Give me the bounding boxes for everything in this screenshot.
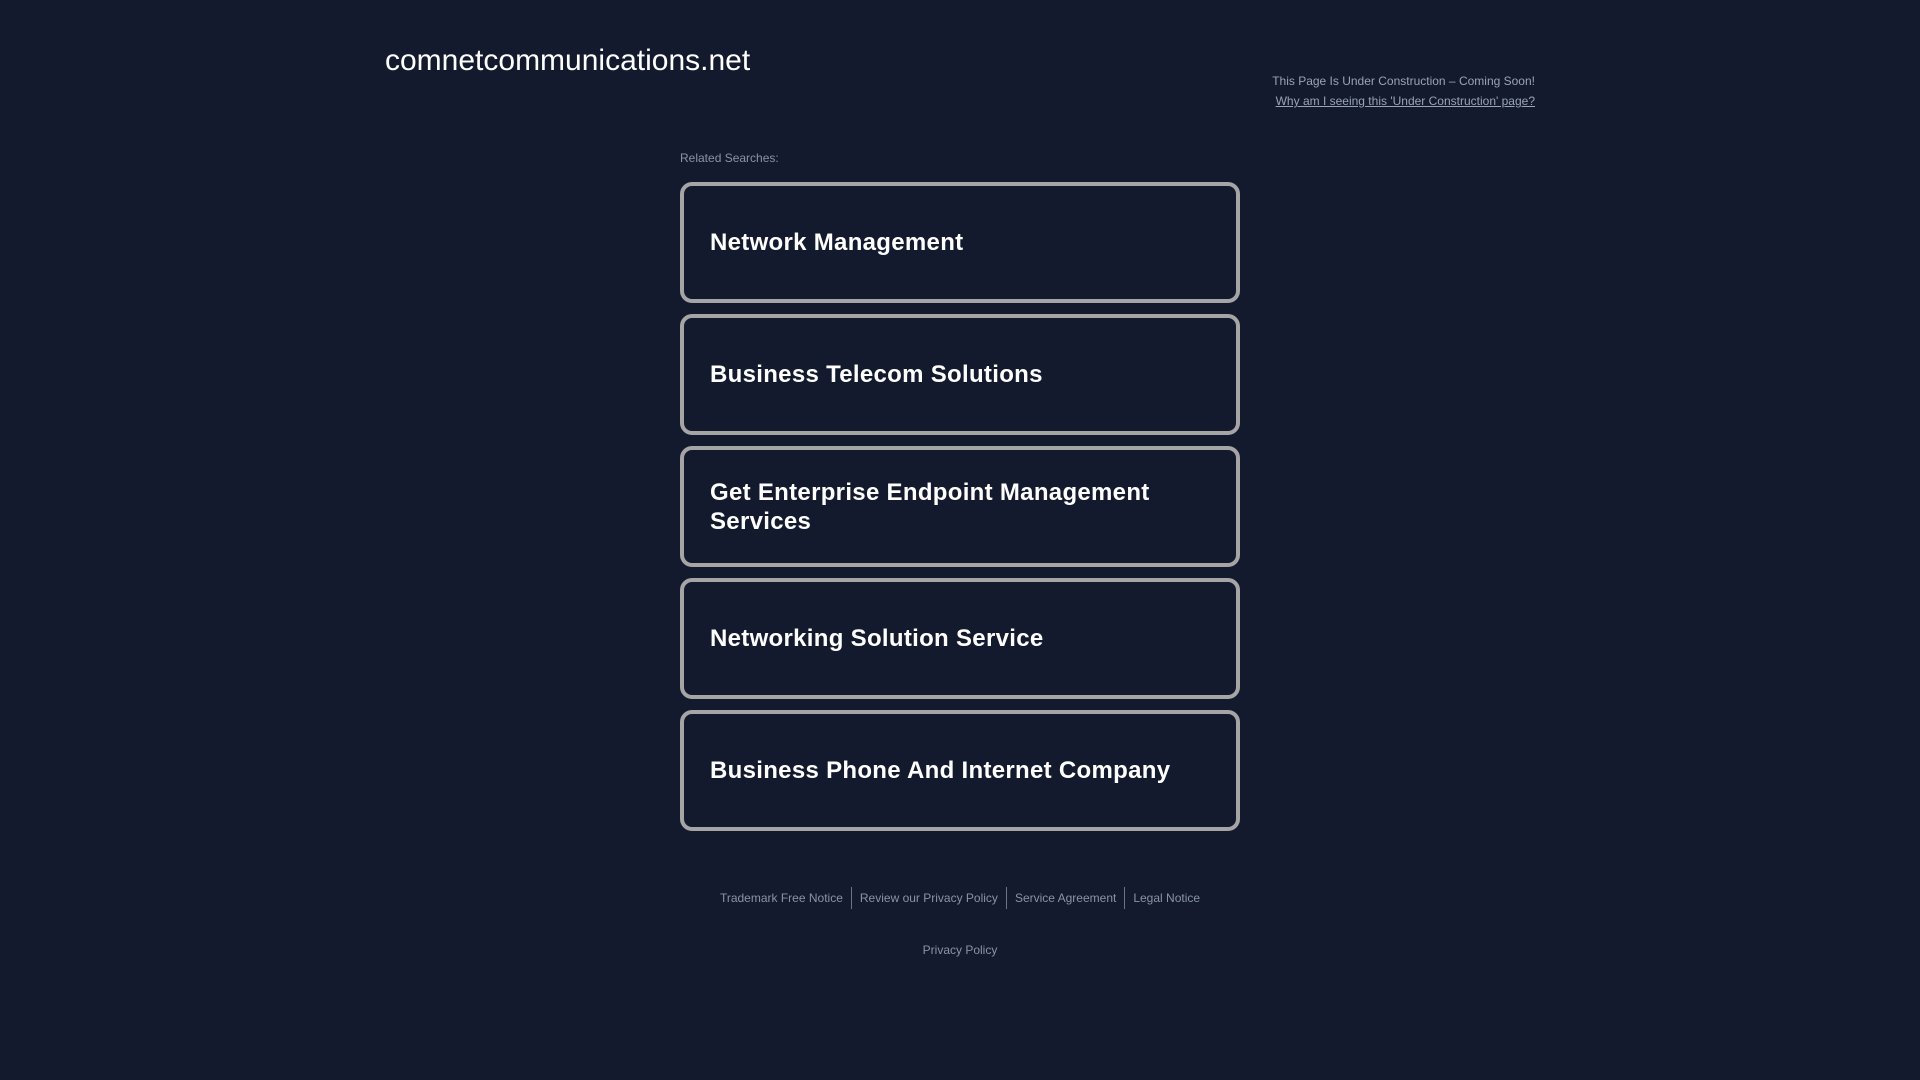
footer [0,887,1920,957]
related-search-label: Business Telecom Solutions [710,361,1043,388]
related-search-label: Networking Solution Service [710,625,1044,652]
privacy-review-link[interactable]: Review our Privacy Policy [859,891,998,905]
related-search-label: Get Enterprise Endpoint Management Services [710,478,1150,535]
legal-notice-link[interactable]: Legal Notice [1133,891,1201,905]
related-search-enterprise-endpoint-management[interactable] [680,446,1240,567]
related-search-network-management[interactable] [680,182,1240,303]
construction-info-link[interactable]: Why am I seeing this 'Under Construction' page? [1275,94,1535,108]
service-agreement-link[interactable]: Service Agreement [1014,891,1117,905]
related-search-label: Network Management [710,229,964,256]
privacy-policy-link[interactable]: Privacy Policy [922,943,998,957]
related-search-label: Business Phone And Internet Company [710,757,1171,784]
related-search-business-phone-internet[interactable] [680,710,1240,831]
related-search-networking-solution-service[interactable] [680,578,1240,699]
trademark-notice-link[interactable]: Trademark Free Notice [719,891,843,905]
related-searches-label: Related Searches: [680,151,779,165]
construction-text: This Page Is Under Construction – Coming Soon! [1272,74,1535,88]
construction-notice [1272,71,1535,111]
related-searches-list [680,182,1240,842]
footer-links [0,887,1920,909]
domain-title: comnetcommunications.net [385,44,751,77]
related-search-business-telecom-solutions[interactable] [680,314,1240,435]
